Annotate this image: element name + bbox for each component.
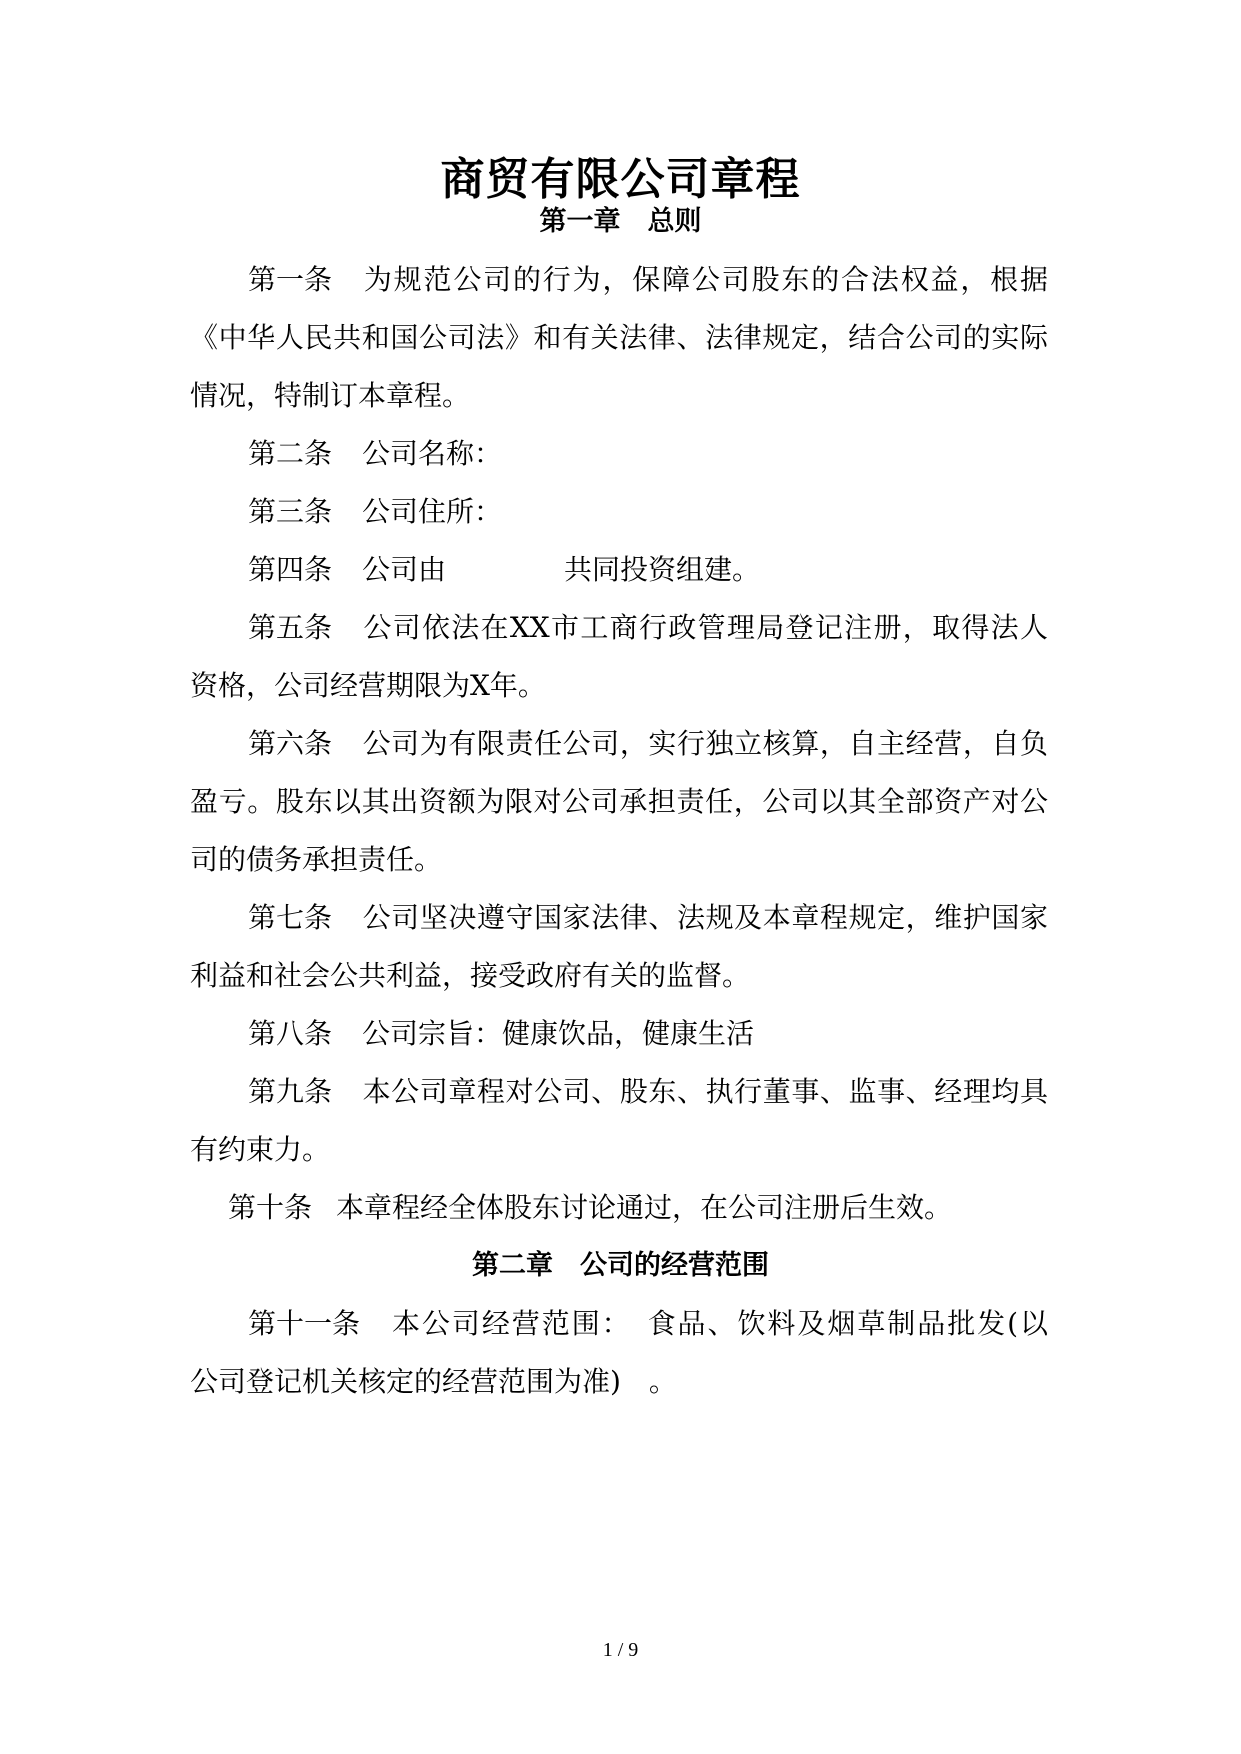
article-7-label: 第七条 <box>248 901 333 934</box>
article-10-label: 第十条 <box>228 1191 313 1224</box>
page-number: 1 / 9 <box>602 1639 639 1661</box>
chapter-heading-1: 第一章 总则 <box>539 206 702 237</box>
article-4-text-a: 公司由 <box>362 553 447 586</box>
article-10-text: 本章程经全体股东讨论通过，在公司注册后生效。 <box>336 1191 953 1224</box>
article-9-text-1: 本公司章程对公司、股东、执行董事、监事、经理均具 <box>362 1075 1048 1108</box>
article-7-line-2: 利益和社会公共利益，接受政府有关的监督。 <box>190 959 751 992</box>
article-11-line-1 <box>248 1304 1048 1344</box>
article-1-text-1: 为规范公司的行为，保障公司股东的合法权益，根据 <box>362 263 1048 296</box>
article-1-label: 第一条 <box>248 263 333 296</box>
article-5-line-2: 资格，公司经营期限为X年。 <box>190 669 546 702</box>
article-7-line-1 <box>248 898 1048 938</box>
document-title: 商贸有限公司章程 <box>440 154 801 205</box>
article-6-line-3: 司的债务承担责任。 <box>190 843 443 876</box>
article-10 <box>228 1188 952 1228</box>
article-1-line-1 <box>248 260 1048 300</box>
article-6-text-1: 公司为有限责任公司，实行独立核算，自主经营，自负 <box>362 727 1048 760</box>
article-6-label: 第六条 <box>248 727 333 760</box>
article-8-text: 公司宗旨：健康饮品，健康生活 <box>362 1017 755 1050</box>
article-3 <box>248 492 502 532</box>
article-6-line-1 <box>248 724 1048 764</box>
article-8 <box>248 1014 754 1054</box>
article-9-line-1 <box>248 1072 1048 1112</box>
article-2 <box>248 434 502 474</box>
article-8-label: 第八条 <box>248 1017 333 1050</box>
article-11-text-1: 本公司经营范围： 食品、饮料及烟草制品批发(以 <box>390 1307 1048 1340</box>
article-4-label: 第四条 <box>248 553 333 586</box>
article-1-line-2: 《中华人民共和国公司法》和有关法律、法律规定，结合公司的实际 <box>190 321 1048 354</box>
article-1-line-3: 情况，特制订本章程。 <box>190 379 471 412</box>
article-11-line-2: 公司登记机关核定的经营范围为准) 。 <box>190 1365 677 1398</box>
article-3-label: 第三条 <box>248 495 333 528</box>
article-5-line-1 <box>248 608 1048 648</box>
article-6-line-2: 盈亏。股东以其出资额为限对公司承担责任，公司以其全部资产对公 <box>190 785 1048 818</box>
article-4-text-b: 共同投资组建。 <box>564 553 761 586</box>
article-5-text-1: 公司依法在XX市工商行政管理局登记注册，取得法人 <box>362 611 1048 644</box>
article-2-label: 第二条 <box>248 437 333 470</box>
article-4 <box>248 550 760 590</box>
article-5-label: 第五条 <box>248 611 333 644</box>
article-7-text-1: 公司坚决遵守国家法律、法规及本章程规定，维护国家 <box>362 901 1048 934</box>
article-2-text: 公司名称： <box>362 437 503 470</box>
article-9-label: 第九条 <box>248 1075 333 1108</box>
chapter-heading-2: 第二章 公司的经营范围 <box>472 1250 769 1281</box>
article-11-label: 第十一条 <box>248 1307 361 1340</box>
article-9-line-2: 有约束力。 <box>190 1133 331 1166</box>
article-3-text: 公司住所： <box>362 495 503 528</box>
